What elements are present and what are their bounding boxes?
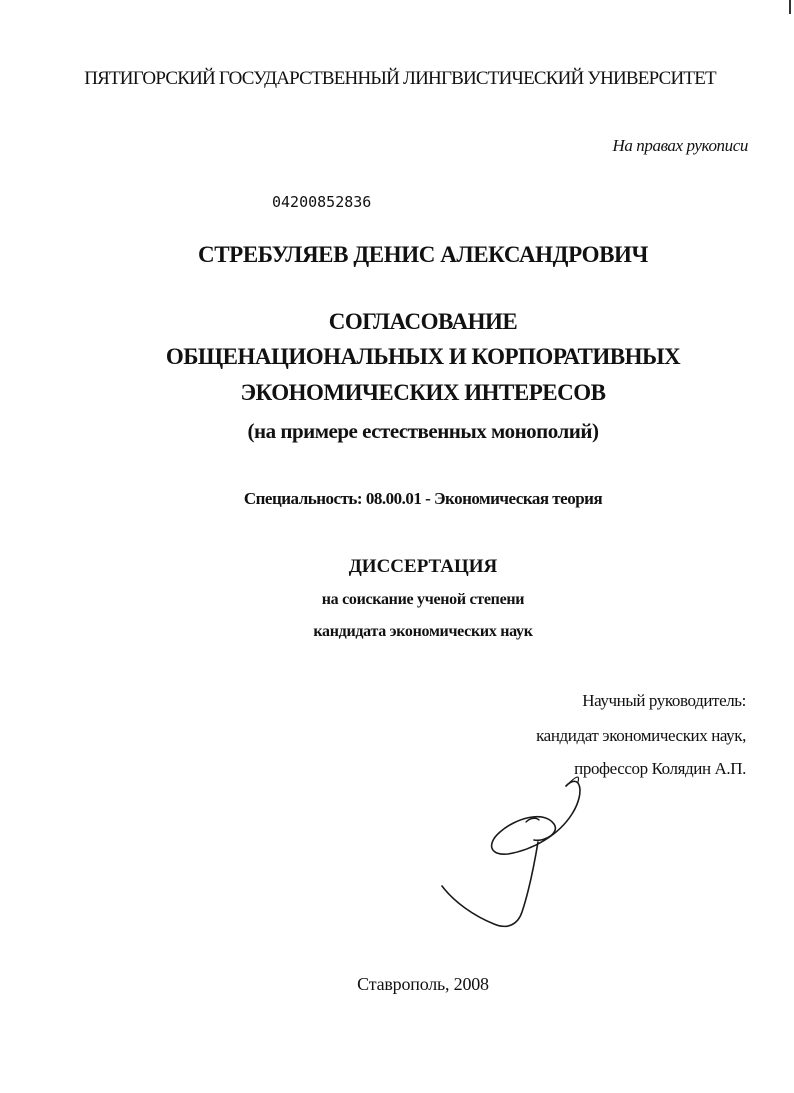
specialty: Специальность: 08.00.01 - Экономическая теория — [243, 489, 603, 508]
degree-line-2: кандидата экономических наук — [313, 623, 533, 640]
supervisor-name: профессор Колядин А.П. — [574, 759, 746, 778]
city-year: Ставрополь, 2008 — [357, 974, 489, 994]
thesis-title-line-2: ОБЩЕНАЦИОНАЛЬНЫХ И КОРПОРАТИВНЫХ — [165, 344, 681, 369]
scan-mark — [789, 0, 791, 14]
degree-line-1: на соискание ученой степени — [321, 591, 525, 608]
supervisor-label: Научный руководитель: — [582, 691, 746, 710]
thesis-title-subtitle: (на примере естественных монополий) — [247, 419, 599, 443]
document-type: ДИССЕРТАЦИЯ — [348, 556, 498, 577]
supervisor-degree: кандидат экономических наук, — [536, 726, 746, 745]
author-name: СТРЕБУЛЯЕВ ДЕНИС АЛЕКСАНДРОВИЧ — [198, 242, 648, 267]
thesis-title-line-3: ЭКОНОМИЧЕСКИХ ИНТЕРЕСОВ — [240, 380, 606, 405]
university-name: ПЯТИГОРСКИЙ ГОСУДАРСТВЕННЫЙ ЛИНГВИСТИЧЕСКИЙ УНИВЕРСИТЕТ — [84, 68, 716, 89]
manuscript-note: На правах рукописи — [612, 136, 748, 155]
thesis-title-line-1: СОГЛАСОВАНИЕ — [328, 309, 518, 334]
catalog-number: 04200852836 — [272, 193, 372, 211]
handwritten-signature — [430, 770, 600, 940]
